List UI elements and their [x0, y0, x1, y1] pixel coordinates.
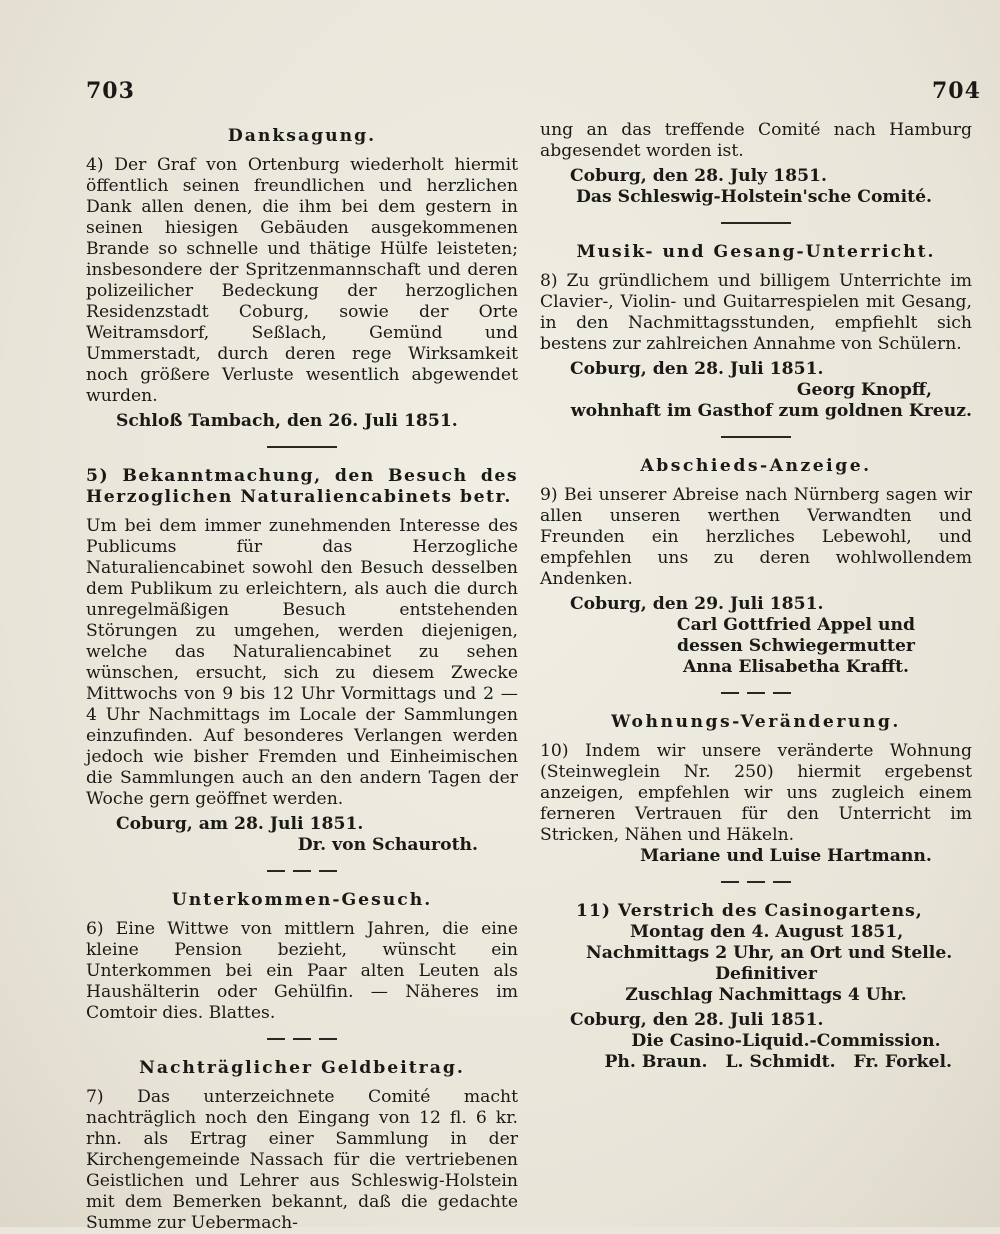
left-column	[86, 120, 518, 1234]
notice-5-signature: Dr. von Schauroth.	[297, 835, 478, 855]
notice-6-text: 6) Eine Wittwe von mittlern Jahren, die eine kleine Pension bezieht, wünscht ein Unterkommen bei ein Paar alten Leuten als Haushälterin oder Gehülfin. — Näheres im Comtoir dies. Blattes.	[86, 919, 518, 1023]
notice-7-dateline: Coburg, den 28. July 1851.	[570, 166, 827, 186]
notice-8-dateline: Coburg, den 28. Juli 1851.	[570, 359, 824, 379]
notice-8-text: 8) Zu gründlichem und billigem Unterrichte im Clavier-, Violin- und Guitarrespielen mit Gesang, in den Nachmittagsstunden, empfiehlt sich bestens zur zahlreichen Annahme von Schülern.	[540, 271, 972, 354]
notice-11-signature-commission: Die Casino-Liquid.-Commission.	[631, 1031, 941, 1051]
notice-10-signature: Mariane und Luise Hartmann.	[640, 846, 932, 866]
notice-11-line-5: Zuschlag Nachmittags 4 Uhr.	[625, 985, 907, 1005]
heading-abschieds-anzeige: Abschieds-Anzeige.	[640, 456, 872, 476]
notice-8-signature-name: Georg Knopff,	[796, 380, 932, 400]
notice-8-signature-address: wohnhaft im Gasthof zum goldnen Kreuz.	[570, 401, 972, 421]
divider	[267, 870, 337, 872]
notice-9-dateline: Coburg, den 29. Juli 1851.	[570, 594, 824, 614]
divider	[267, 1038, 337, 1040]
notice-11-line-3: Nachmittags 2 Uhr, an Ort und Stelle.	[586, 943, 953, 963]
notice-11-line-1: 11) Verstrich des Casinogartens,	[576, 901, 923, 921]
notice-7-signature: Das Schleswig-Holstein'sche Comité.	[575, 187, 932, 207]
notice-10-text: 10) Indem wir unsere veränderte Wohnung (Steinweglein Nr. 250) hiermit ergebenst anzeigen, empfehlen wir uns zugleich einem ferneren Vertrauen für den Unterricht im Stricken, Nähen und Häkeln.	[540, 741, 972, 845]
heading-bekanntmachung: 5) Bekanntmachung, den Besuch des Herzoglichen Naturaliencabinets betr.	[86, 466, 518, 507]
notice-11-line-4: Definitiver	[715, 964, 817, 984]
notice-9-signature-3: Anna Elisabetha Krafft.	[682, 657, 910, 677]
page-number-right: 704	[932, 78, 981, 104]
heading-unterkommen-gesuch: Unterkommen-Gesuch.	[171, 890, 433, 910]
heading-wohnungs-veraenderung: Wohnungs-Veränderung.	[611, 712, 901, 732]
notice-5-text: Um bei dem immer zunehmenden Interesse des Publicums für das Herzogliche Naturaliencabinet sowohl den Besuch desselben dem Publikum zu erleichtern, als auch die durch unregelmäßigen Besuch entstehenden Störungen zu umgehen, werden diejenigen, welche das Naturaliencabinet zu sehen wünschen, ersucht, sich zu diesem Zwecke Mittwochs von 9 bis 12 Uhr Vormittags und 2 — 4 Uhr Nachmittags im Locale der Sammlungen einzufinden. Auf besonderes Verlangen werden jedoch wie bisher Fremden und Einheimischen die Sammlungen auch an den andern Tagen der Woche gern geöffnet werden.	[86, 516, 518, 809]
notice-4-dateline: Schloß Tambach, den 26. Juli 1851.	[116, 411, 458, 431]
notice-9-signature-2: dessen Schwiegermutter	[677, 636, 915, 656]
heading-musik-unterricht: Musik- und Gesang-Unterricht.	[576, 242, 936, 262]
page-number-left: 703	[86, 78, 135, 104]
heading-geldbeitrag: Nachträglicher Geldbeitrag.	[139, 1058, 465, 1078]
notice-11-line-2: Montag den 4. August 1851,	[630, 922, 904, 942]
divider	[721, 436, 791, 438]
notice-11-signature-names: Ph. Braun. L. Schmidt. Fr. Forkel.	[604, 1052, 952, 1072]
divider	[721, 881, 791, 883]
notice-9-signature-1: Carl Gottfried Appel und	[676, 615, 916, 635]
notice-4-text: 4) Der Graf von Ortenburg wiederholt hiermit öffentlich seinen freundlichen und herzlichen Dank allen denen, die ihm bei dem gestern in seinen hiesigen Gebäuden ausgekommenen Brande so schnelle und thätige Hülfe leisteten; insbesondere der Spritzenmannschaft und deren polizeilicher Bedeckung der herzoglichen Residenzstadt Coburg, sowie der Orte Weitramsdorf, Seßlach, Gemünd und Ummerstadt, durch deren rege Wirksamkeit noch größere Verluste wesentlich abgewendet wurden.	[86, 155, 518, 406]
notice-7-text: 7) Das unterzeichnete Comité macht nachträglich noch den Eingang von 12 fl. 6 kr. rhn. als Ertrag einer Sammlung in der Kirchengemeinde Nassach für die vertriebenen Geistlichen und Lehrer aus Schleswig-Holstein mit dem Bemerken bekannt, daß die gedachte Summe zur Uebermach-	[86, 1087, 518, 1233]
notice-9-text: 9) Bei unserer Abreise nach Nürnberg sagen wir allen unseren werthen Verwandten und Freunden ein herzliches Lebewohl, und empfehlen uns zu deren wohlwollendem Andenken.	[540, 485, 972, 589]
divider	[721, 692, 791, 694]
notice-11-dateline: Coburg, den 28. Juli 1851.	[570, 1010, 824, 1030]
divider	[267, 446, 337, 448]
notice-5-dateline: Coburg, am 28. Juli 1851.	[116, 814, 364, 834]
heading-danksagung: Danksagung.	[227, 126, 377, 146]
right-column	[540, 120, 972, 1073]
notice-7-continued: ung an das treffende Comité nach Hamburg abgesendet worden ist.	[540, 120, 972, 161]
divider	[721, 222, 791, 224]
